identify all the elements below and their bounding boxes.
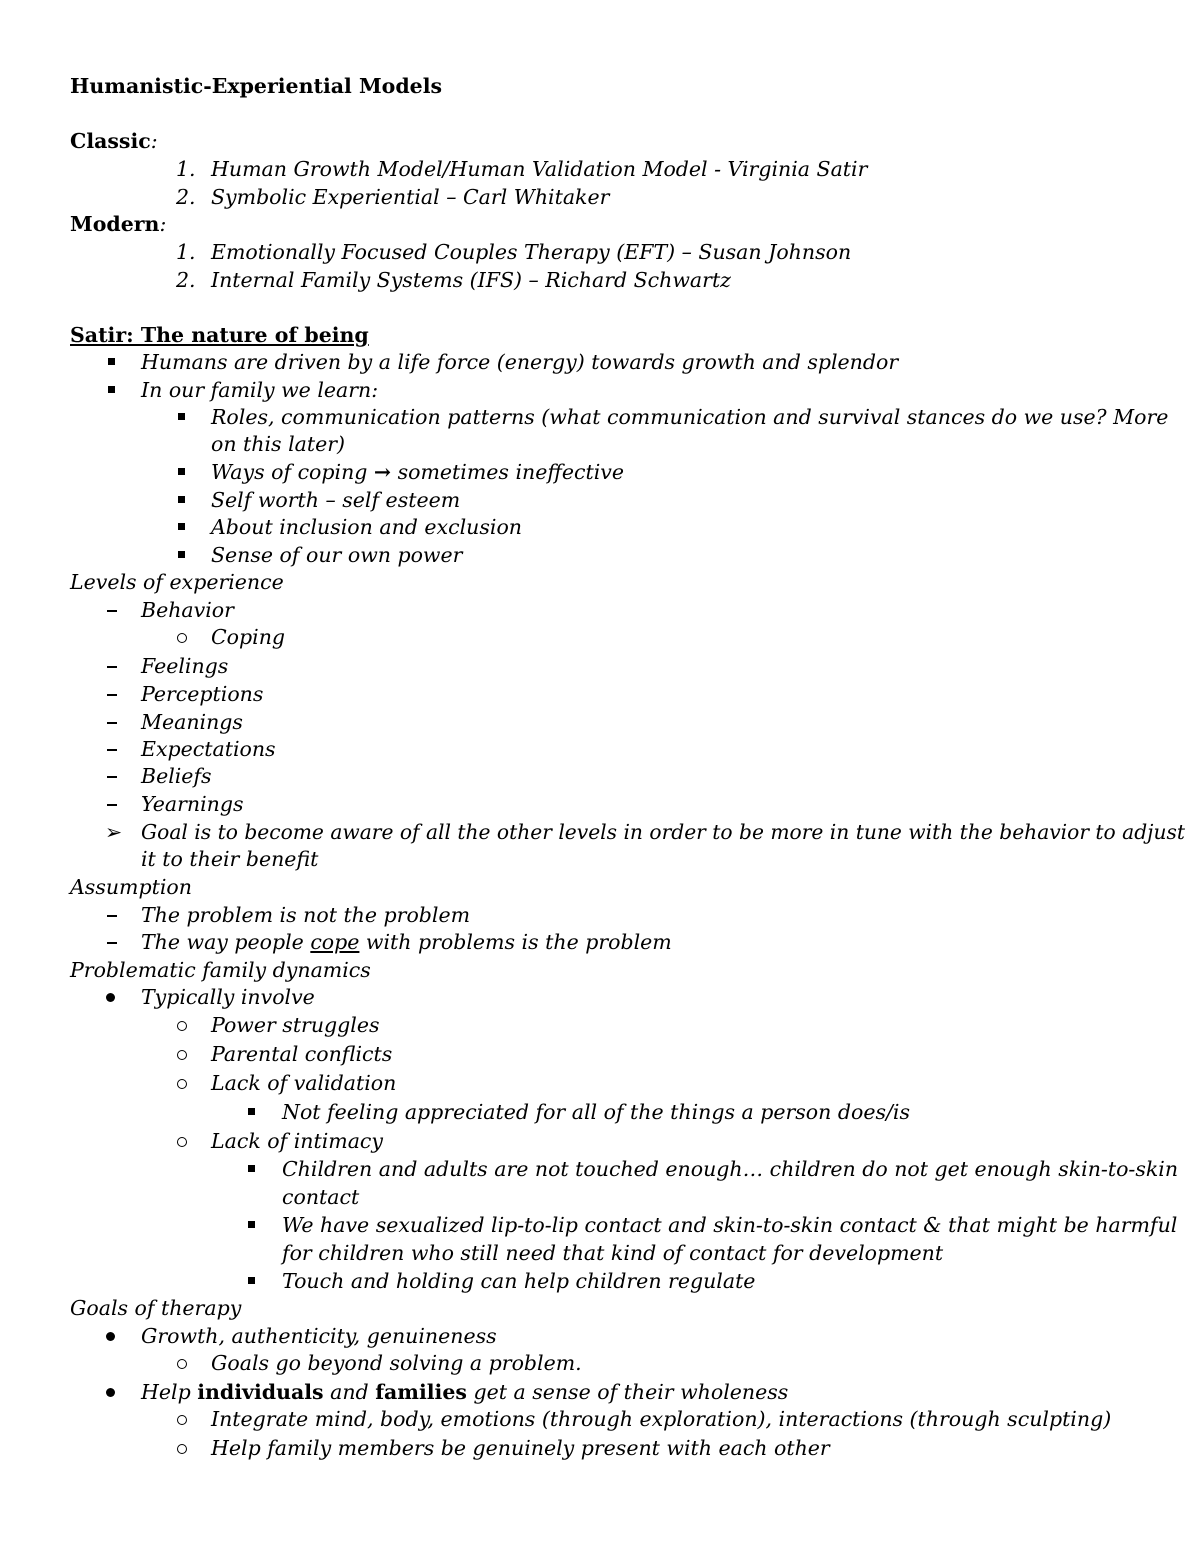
dash-bullet-icon [107, 708, 119, 736]
list-item: Beliefs [141, 764, 212, 788]
list-item: Lack of validation [211, 1071, 397, 1095]
arrowhead-bullet-icon: ➢ [105, 820, 123, 844]
list-item-continuation: it to their benefit [141, 847, 319, 871]
circle-bullet-icon [177, 1040, 189, 1068]
square-bullet-icon [248, 1155, 256, 1183]
list-item: Lack of intimacy [211, 1129, 383, 1153]
disc-bullet-icon [106, 1378, 116, 1406]
dash-bullet-icon [107, 790, 119, 818]
list-item: Feelings [141, 654, 229, 678]
square-bullet-icon [248, 1098, 256, 1126]
list-item: Touch and holding can help children regulate [282, 1269, 756, 1293]
square-bullet-icon [108, 376, 116, 404]
dash-bullet-icon [107, 680, 119, 708]
list-item: Behavior [141, 598, 234, 622]
list-item: Self worth – self esteem [211, 488, 461, 512]
list-item-text: get a sense of their wholeness [466, 1380, 789, 1404]
disc-bullet-icon [106, 1322, 116, 1350]
satir-heading: Satir: The nature of being [70, 323, 369, 347]
list-item: About inclusion and exclusion [211, 515, 522, 539]
list-item: Goal is to become aware of all the other levels in order to be more in tune with the behavior to adjust [141, 820, 1185, 844]
list-item: We have sexualized lip-to-lip contact and skin-to-skin contact & that might be harmful [282, 1213, 1178, 1237]
list-item: Parental conflicts [211, 1042, 393, 1066]
circle-bullet-icon [177, 623, 189, 651]
list-item: Humans are driven by a life force (energy) towards growth and splendor [141, 350, 899, 374]
list-item [141, 1378, 788, 1406]
list-item: Help family members be genuinely present with each other [211, 1436, 830, 1460]
list-item: Not feeling appreciated for all of the things a person does/is [282, 1100, 910, 1124]
modern-colon: : [159, 212, 167, 236]
list-item: Yearnings [141, 792, 244, 816]
goals-heading: Goals of therapy [70, 1296, 242, 1320]
modern-heading [70, 210, 166, 238]
list-item: In our family we learn: [141, 378, 379, 402]
dash-bullet-icon [107, 735, 119, 763]
classic-colon: : [150, 129, 158, 153]
dash-bullet-icon [107, 596, 119, 624]
modern-item-num: 2. [176, 268, 196, 292]
square-bullet-icon [178, 541, 186, 569]
list-item: Growth, authenticity, genuineness [141, 1324, 497, 1348]
list-item: Typically involve [141, 985, 315, 1009]
list-item: Children and adults are not touched enough… children do not get enough skin-to-skin [282, 1157, 1179, 1181]
list-item-continuation: for children who still need that kind of contact for development [282, 1241, 944, 1265]
classic-label: Classic [70, 129, 151, 153]
dash-bullet-icon [107, 901, 119, 929]
list-item-text: The way people [141, 930, 311, 954]
circle-bullet-icon [177, 1011, 189, 1039]
list-item: Goals go beyond solving a problem. [211, 1351, 582, 1375]
list-item: Coping [211, 625, 286, 649]
circle-bullet-icon [177, 1127, 189, 1155]
modern-item: Emotionally Focused Couples Therapy (EFT) – Susan Johnson [211, 240, 852, 264]
dash-bullet-icon [107, 928, 119, 956]
list-item-text: Help [141, 1380, 198, 1404]
bold-word: individuals [197, 1380, 324, 1404]
circle-bullet-icon [177, 1069, 189, 1097]
assumption-heading: Assumption [70, 875, 192, 899]
list-item-text: with problems is the problem [359, 930, 672, 954]
list-item-text: Ways of coping [211, 460, 374, 484]
modern-item-num: 1. [176, 240, 196, 264]
square-bullet-icon [178, 403, 186, 431]
list-item: Integrate mind, body, emotions (through exploration), interactions (through sculpting) [211, 1407, 1112, 1431]
square-bullet-icon [178, 513, 186, 541]
classic-heading [70, 127, 158, 155]
square-bullet-icon [178, 458, 186, 486]
list-item-continuation: contact [282, 1185, 360, 1209]
list-item-text: and [323, 1380, 376, 1404]
classic-item-num: 1. [176, 157, 196, 181]
circle-bullet-icon [177, 1434, 189, 1462]
list-item: Power struggles [211, 1013, 380, 1037]
list-item: Meanings [141, 710, 243, 734]
square-bullet-icon [108, 348, 116, 376]
square-bullet-icon [248, 1211, 256, 1239]
levels-heading: Levels of experience [70, 570, 284, 594]
square-bullet-icon [248, 1267, 256, 1295]
classic-item: Human Growth Model/Human Validation Model - Virginia Satir [211, 157, 868, 181]
dash-bullet-icon [107, 762, 119, 790]
page-title: Humanistic-Experiential Models [70, 74, 443, 98]
list-item: Perceptions [141, 682, 264, 706]
circle-bullet-icon [177, 1405, 189, 1433]
list-item [211, 458, 624, 486]
underlined-word: cope [310, 930, 360, 954]
modern-item: Internal Family Systems (IFS) – Richard Schwartz [211, 268, 731, 292]
list-item-text: sometimes ineffective [391, 460, 624, 484]
circle-bullet-icon [177, 1349, 189, 1377]
dash-bullet-icon [107, 652, 119, 680]
square-bullet-icon [178, 486, 186, 514]
modern-label: Modern [70, 212, 160, 236]
list-item-continuation: on this later) [211, 432, 346, 456]
list-item: Expectations [141, 737, 276, 761]
list-item: Sense of our own power [211, 543, 463, 567]
classic-item-num: 2. [176, 185, 196, 209]
list-item: The problem is not the problem [141, 903, 471, 927]
list-item [141, 928, 672, 956]
arrow-right-icon: → [373, 460, 392, 484]
bold-word: families [375, 1380, 467, 1404]
list-item: Roles, communication patterns (what communication and survival stances do we use? More [211, 405, 1169, 429]
problematic-heading: Problematic family dynamics [70, 958, 371, 982]
classic-item: Symbolic Experiential – Carl Whitaker [211, 185, 610, 209]
disc-bullet-icon [106, 983, 116, 1011]
